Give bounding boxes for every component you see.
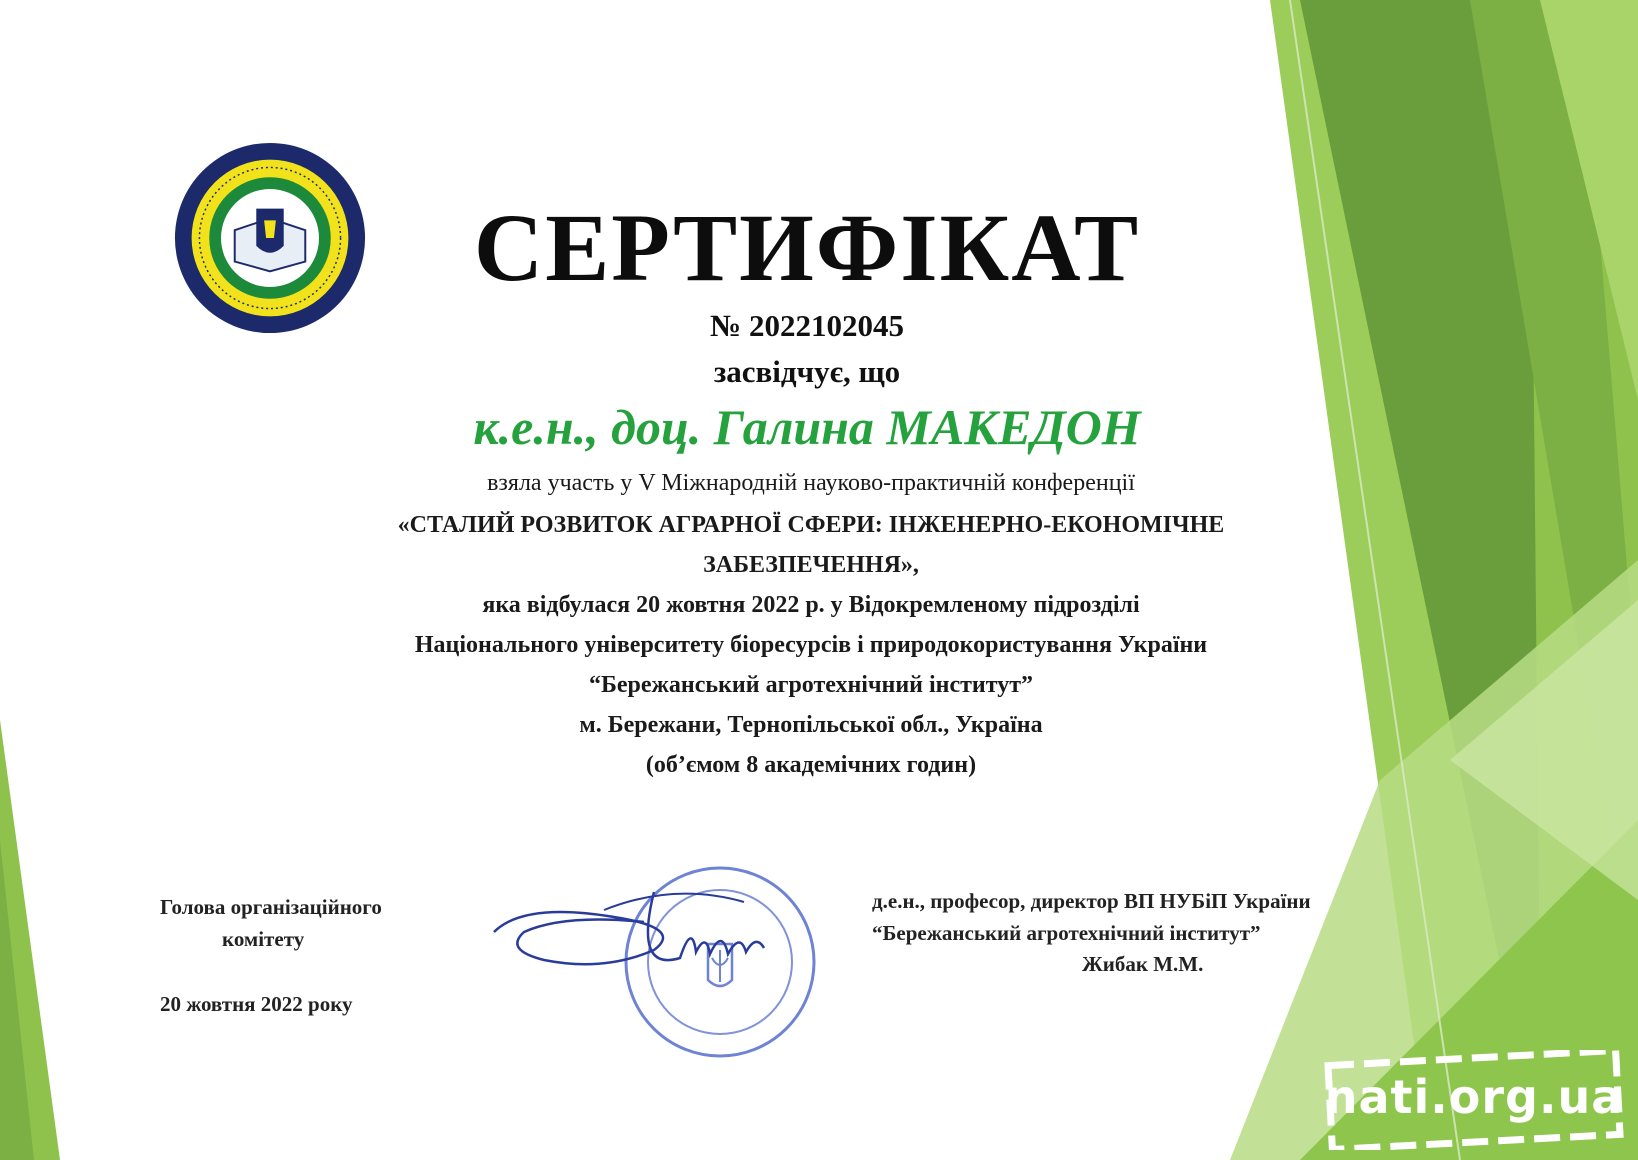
committee-head-line-1: Голова організаційного <box>160 895 382 919</box>
certificate-title: СЕРТИФІКАТ <box>473 194 1141 301</box>
body-line-conference-title-1: «СТАЛИЙ РОЗВИТОК АГРАРНОЇ СФЕРИ: ІНЖЕНЕРНО-ЕКОНОМІЧНЕ <box>397 512 1225 538</box>
body-line-hours: (об’ємом 8 академічних годин) <box>645 752 977 778</box>
director-title: д.е.н., професор, директор ВП НУБіП України <box>872 889 1311 913</box>
body-line-participation: взяла участь у V Міжнародній науково-практичній конференції <box>487 470 1135 496</box>
body-line-institute: “Бережанський агротехнічний інститут” <box>588 672 1033 698</box>
committee-head-title <box>160 892 460 955</box>
signature-date: 20 жовтня 2022 року <box>160 992 353 1016</box>
certificate-number: № 2022102045 <box>710 308 904 343</box>
certifies-text: засвідчує, що <box>713 354 901 389</box>
body-line-location: м. Бережани, Тернопільської обл., Україна <box>579 712 1043 738</box>
official-seal-icon <box>484 862 844 1062</box>
director-signature-block <box>872 886 1492 981</box>
committee-head-line-2: комітету <box>222 926 305 951</box>
recipient-name: к.е.н., доц. Галина МАКЕДОН <box>473 399 1141 455</box>
site-watermark <box>1324 1050 1624 1150</box>
body-line-date: яка відбулася 20 жовтня 2022 р. у Відокремленому підрозділі <box>482 592 1140 618</box>
handwritten-signature-icon <box>494 892 764 964</box>
body-line-conference-title-2: ЗАБЕЗПЕЧЕННЯ», <box>703 552 919 578</box>
body-line-university: Національного університету біоресурсів і природокористування України <box>414 632 1208 658</box>
director-institute: “Бережанський агротехнічний інститут” <box>872 920 1261 945</box>
director-name: Жибак М.М. <box>1082 952 1204 976</box>
watermark-text: nati.org.ua <box>1324 1070 1624 1124</box>
